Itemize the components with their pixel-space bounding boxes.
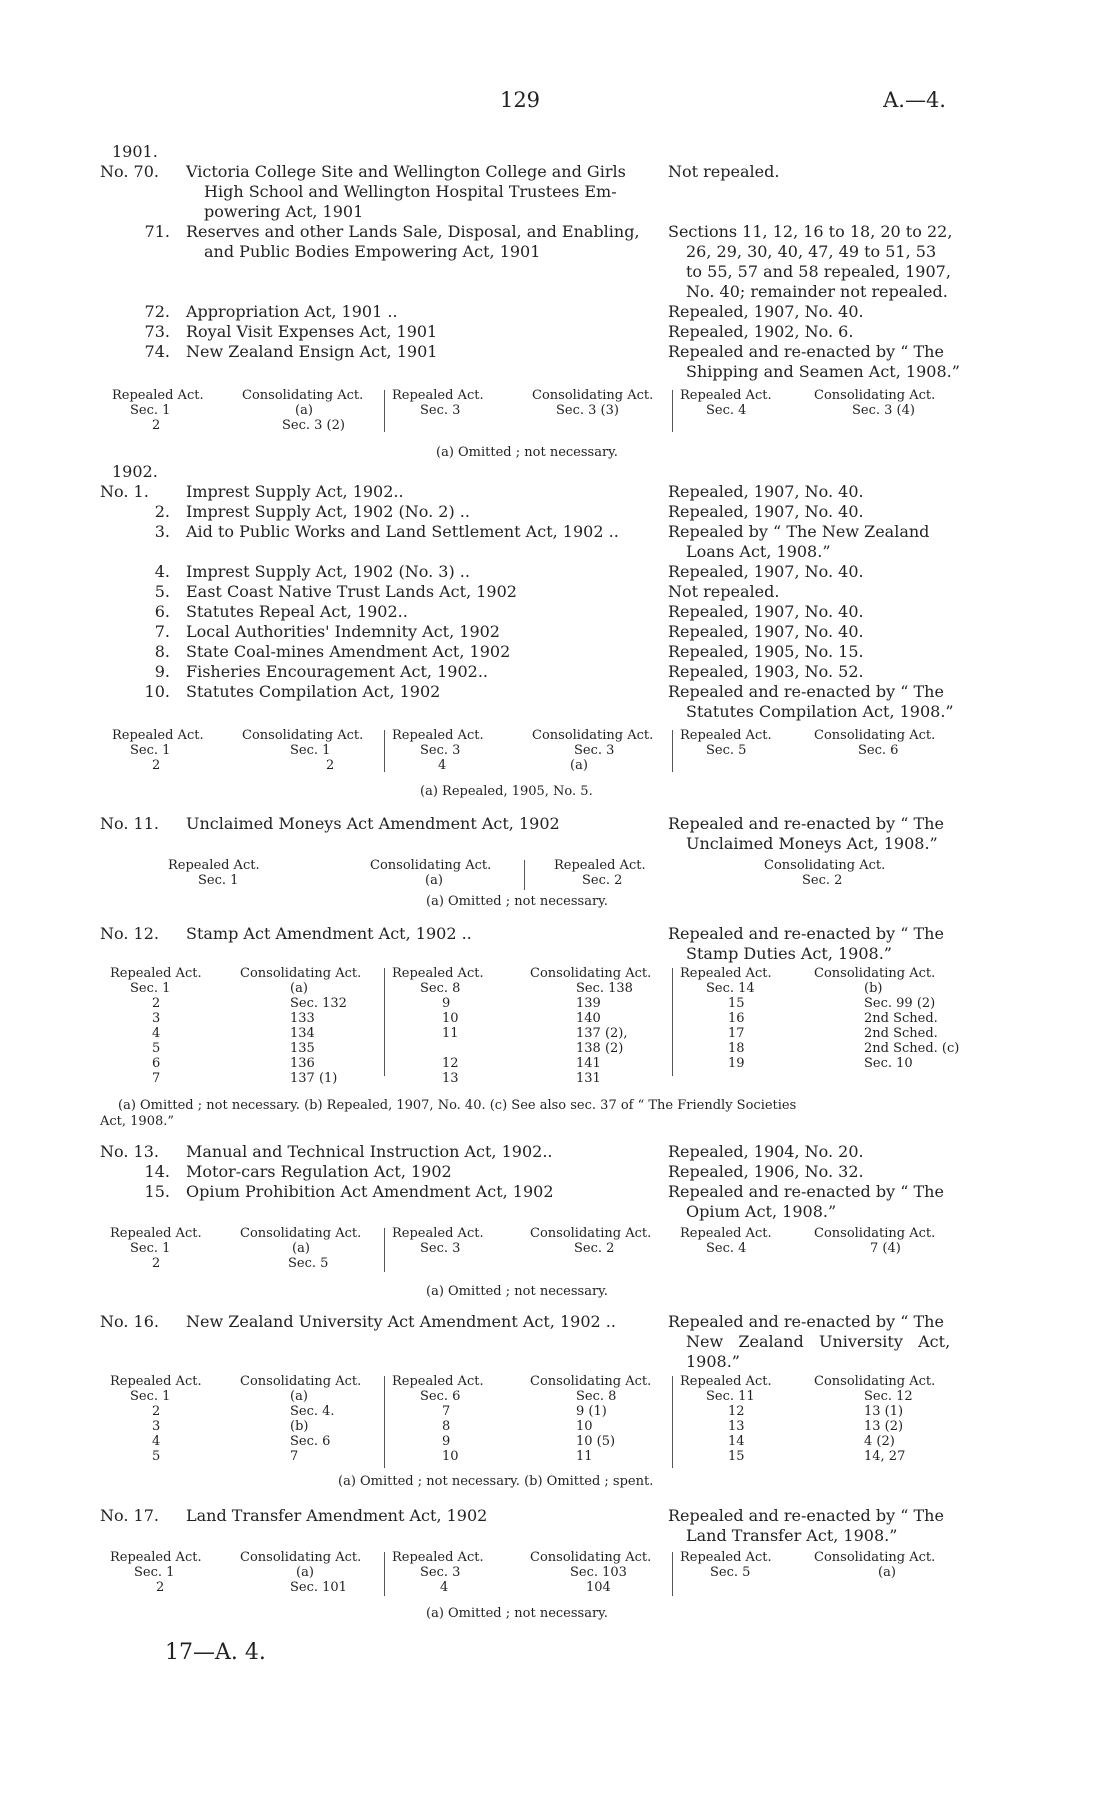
- table-cell: 3: [152, 1011, 161, 1026]
- table-cell: 3: [152, 1419, 161, 1434]
- table-cell: 2nd Sched.: [864, 1011, 938, 1026]
- table-cell: 2: [152, 1404, 161, 1419]
- table-cell: Sec. 8: [420, 981, 461, 996]
- act-title-cont: powering Act, 1901: [204, 202, 364, 221]
- document-page: 129 A.—4. 1901. No. 70. Victoria College Site and Wellington College and Girls Not repealed. High School and Wellington Hospital Trustees Em- powering Act, 1901 71. Reserves and other Lands Sale, Disposal, and Enabling, Sections 11, 12, 16 to 18, 20 to 22, and Public Bodies Empowering Act, 1901 26, 29, 30, 40, 47, 49 to 51, 53 to 55, 57 and 58 repealed, 1907, No. 40; remainder not repealed. 72. Appropriation Act, 1901 .. Repealed, 1907, No. 40. 73. Royal Visit Expenses Act, 1901 Repealed, 1902, No. 6. 74. New Zealand Ensign Act, 1901 Repealed and re-enacted by “ The Shipping and Seamen Act, 1908.” Repealed Act. Consolidating Act. Repealed Act. Consolidating Act. Repealed Act. Consolidating Act. Sec. 1 (a) 2 Sec. 3 (2) Sec. 3 Sec. 3 (3) Sec. 4 Sec. 3 (4) (a) Omitted ; not necessary. 1902. No. 1. Imprest Supply Act, 1902.. Repealed, 1907, No. 40. 2. Imprest Supply Act, 1902 (No. 2) .. Repealed, 1907, No. 40. 3. Aid to Public Works and Land Settlement Act, 1902 .. Repealed by “ The New Zealand Loans Act, 1908.” 4. Imprest Supply Act, 1902 (No. 3) .. Repealed, 1907, No. 40. 5. East Coast Native Trust Lands Act, 1902 Not repealed. 6. Statutes Repeal Act, 1902.. Repealed, 1907, No. 40. 7. Local Authorities' Indemnity Act, 1902 Repealed, 1907, No. 40. 8. State Coal-mines Amendment Act, 1902 Repealed, 1905, No. 15. 9. Fisheries Encouragement Act, 1902.. Repealed, 1903, No. 52. 10. Statutes Compilation Act, 1902 Repealed and re-enacted by “ The Statutes Compilation Act, 1908.” Repealed Act. Consolidating Act. Repealed Act. Consolidating Act. Repealed Act. Consolidating Act. Sec. 1 Sec. 1 2 2 Sec. 3 Sec. 3 4 (a) Sec. 5 Sec. 6 (a) Repealed, 1905, No. 5. No. 11. Unclaimed Moneys Act Amendment Act, 1902 Repealed and re-enacted by “ The Unclaimed Moneys Act, 1908.” Repealed Act. Consolidating Act. Repealed Act. Consolidating Act. Sec. 1 (a) Sec. 2 Sec. 2 (a) Omitted ; not necessary. No. 12. Stamp Act Amendment Act, 1902 .. Repealed and re-enacted by “ The Stamp Duties Act, 1908.” Repealed Act. Consolidating Act. Repealed Act. Consolidating Act. Repealed Act. Consolidating Act. Sec. 1 (a) 2 Sec. 132 3 133 4 134 5 135 6 136 7 137 (1) Sec. 8 Sec. 138 9 139 10 140 11 137 (2), 138 (2) 12 141 13 131 Sec. 14 (b) 15 Sec. 99 (2) 16 2nd Sched. 17 2nd Sched. 18 2nd Sched. (c) 19 Sec. 10 (a) Omitted ; not necessary. (b) Repealed, 1907, No. 40. (c) See also sec. 37 of “ The Friendly Societies Act, 1908.” No. 13. Manual and Technical Instruction Act, 1902.. Repealed, 1904, No. 20. 14. Motor-cars Regulation Act, 1902 Repealed, 1906, No. 32. 15. Opium Prohibition Act Amendment Act, 1902 Repealed and re-enacted by “ The Opium Act, 1908.” Repealed Act. Consolidating Act. Repealed Act. Consolidating Act. Repealed Act. Consolidating Act. Sec. 1 (a) 2 Sec. 5 Sec. 3 Sec. 2 Sec. 4 7 (4) (a) Omitted ; not necessary. No. 16. New Zealand University Act Amendment Act, 1902 .. Repealed and re-enacted by “ The New Zealand University Act, 1908.” Repealed Act. Consolidating Act. Repealed Act. Consolidating Act. Repealed Act. Consolidating Act. Sec. 1 (a) 2 Sec. 4. 3 (b) 4 Sec. 6 5 7 Sec. 6 Sec. 8 7 9 (1) 8 10 9 10 (5) 10 11 Sec. 11 Sec. 12 12 13 (1) 13 13 (2) 14 4 (2) 15 14, 27 (a) Omitted ; not necessary. (b) Omitted ; spent. No. 17. Land Transfer Amendment Act, 1902 Repealed and re-enacted by “ The Land Transfer Act, 1908.” Repealed Act. Consolidating Act. Repealed Act. Consolidating Act. Repealed Act. Consolidating Act. Sec. 1 (a) 2 Sec. 101 Sec. 3 Sec. 103 4 104 Sec. 5 (a) (a) Omitted ; not necessary. 17—A. 4.: [0, 0, 1114, 1802]
- table-cell: 13 (2): [864, 1419, 904, 1434]
- table-cell: Sec. 6: [290, 1434, 331, 1449]
- section-table: Repealed Act. Consolidating Act. Repealed Act. Consolidating Act. Repealed Act. Consolidating Act. Sec. 1 (a) 2 Sec. 3 (2) Sec. 3 Sec. 3 (3) Sec. 4 Sec. 3 (4): [112, 388, 936, 433]
- year-heading: 1902.: [112, 462, 158, 481]
- table-cell: 13: [442, 1071, 459, 1086]
- table-cell: Sec. 138: [576, 981, 633, 996]
- act-status-cont: to 55, 57 and 58 repealed, 1907,: [686, 262, 951, 281]
- table-cell: 141: [576, 1056, 601, 1071]
- act-status-cont: 26, 29, 30, 40, 47, 49 to 51, 53: [686, 242, 937, 261]
- table-cell: 131: [576, 1071, 601, 1086]
- act-title-cont: and Public Bodies Empowering Act, 1901: [204, 242, 541, 261]
- table-cell: 10: [442, 1011, 459, 1026]
- table-cell: 15: [728, 1449, 745, 1464]
- table-cell: 9 (1): [576, 1404, 607, 1419]
- table-cell: 13 (1): [864, 1404, 904, 1419]
- table-cell: (a): [290, 981, 308, 996]
- table-cell: 2: [152, 996, 161, 1011]
- table-cell: 7: [442, 1404, 451, 1419]
- table-cell: 18: [728, 1041, 745, 1056]
- section-table: Repealed Act. Consolidating Act. Repealed Act. Consolidating Act. Repealed Act. Consolidating Act. Sec. 1 (a) 2 Sec. 4. 3 (b) 4 Sec. 6 5 7 Sec. 6 Sec. 8 7 9 (1) 8 10 9 10 (5) 10 11 Sec. 11 Sec. 12 12 13 (1) 13 13 (2) 14 4 (2) 15 14, 27: [100, 1374, 970, 1470]
- table-cell: 2nd Sched.: [864, 1026, 938, 1041]
- table-cell: 14: [728, 1434, 745, 1449]
- table-cell: Sec. 12: [864, 1389, 913, 1404]
- table-cell: 11: [576, 1449, 593, 1464]
- act-entry: 72. Appropriation Act, 1901 .. Repealed, 1907, No. 40.: [144, 302, 864, 321]
- table-cell: 137 (2),: [576, 1026, 628, 1041]
- table-cell: Sec. 11: [706, 1389, 755, 1404]
- table-cell: 4: [152, 1026, 161, 1041]
- table-cell: Sec. 8: [576, 1389, 617, 1404]
- act-title-cont: High School and Wellington Hospital Trustees Em-: [204, 182, 617, 201]
- table-cell: 17: [728, 1026, 745, 1041]
- table-cell: 2nd Sched. (c): [864, 1041, 960, 1056]
- table-cell: 9: [442, 1434, 451, 1449]
- table-cell: 139: [576, 996, 601, 1011]
- table-cell: Sec. 1: [130, 981, 171, 996]
- section-table: Repealed Act. Consolidating Act. Repealed Act. Consolidating Act. Sec. 1 (a) Sec. 2 Sec. 2: [168, 858, 886, 888]
- table-cell: Sec. 10: [864, 1056, 913, 1071]
- table-cell: (b): [864, 981, 883, 996]
- table-cell: 7: [290, 1449, 299, 1464]
- table-cell: 4: [152, 1434, 161, 1449]
- act-entry: 71. Reserves and other Lands Sale, Disposal, and Enabling, Sections 11, 12, 16 to 18, 20 to 22,: [100, 222, 960, 242]
- table-cell: Sec. 14: [706, 981, 755, 996]
- table-cell: 7: [152, 1071, 161, 1086]
- no-label: No.: [100, 162, 129, 181]
- table-cell: 12: [442, 1056, 459, 1071]
- table-cell: 136: [290, 1056, 315, 1071]
- table-cell: 9: [442, 996, 451, 1011]
- table-cell: 5: [152, 1449, 161, 1464]
- section-table: Repealed Act. Consolidating Act. Repealed Act. Consolidating Act. Repealed Act. Consolidating Act. Sec. 1 (a) 2 Sec. 5 Sec. 3 Sec. 2 Sec. 4 7 (4): [110, 1226, 936, 1271]
- table-cell: Sec. 99 (2): [864, 996, 936, 1011]
- section-table: Repealed Act. Consolidating Act. Repealed Act. Consolidating Act. Repealed Act. Consolidating Act. Sec. 1 (a) 2 Sec. 132 3 133 4 134 5 135 6 136 7 137 (1) Sec. 8 Sec. 138 9 139 10 140 11 137 (2), 138 (2) 12 141 13 131 Sec. 14 (b) 15 Sec. 99 (2) 16 2nd Sched. 17 2nd Sched. 18 2nd Sched. (c) 19 Sec. 10: [110, 966, 960, 1086]
- table-cell: 10 (5): [576, 1434, 616, 1449]
- act-status-cont: No. 40; remainder not repealed.: [686, 282, 948, 301]
- table-cell: Sec. 6: [420, 1389, 461, 1404]
- table-cell: Sec. 4.: [290, 1404, 335, 1419]
- table-cell: 10: [576, 1419, 593, 1434]
- table-cell: 14, 27: [864, 1449, 906, 1464]
- act-status: Not repealed.: [668, 162, 780, 181]
- page-footer: 17—A. 4.: [165, 1640, 266, 1665]
- table-cell: Sec. 1: [130, 1389, 171, 1404]
- table-cell: 15: [728, 996, 745, 1011]
- table-cell: (a): [290, 1389, 308, 1404]
- column-divider: [672, 390, 673, 432]
- section-table: Repealed Act. Consolidating Act. Repealed Act. Consolidating Act. Repealed Act. Consolidating Act. Sec. 1 (a) 2 Sec. 101 Sec. 3 Sec. 103 4 104 Sec. 5 (a): [110, 1550, 936, 1595]
- act-title: Victoria College Site and Wellington College and Girls: [186, 162, 626, 181]
- table-cell: 4 (2): [864, 1434, 895, 1449]
- table-cell: 133: [290, 1011, 315, 1026]
- section-table: Repealed Act. Consolidating Act. Repealed Act. Consolidating Act. Repealed Act. Consolidating Act. Sec. 1 Sec. 1 2 2 Sec. 3 Sec. 3 4 (a) Sec. 5 Sec. 6: [112, 728, 936, 773]
- table-cell: 12: [728, 1404, 745, 1419]
- table-cell: 6: [152, 1056, 161, 1071]
- table-cell: 10: [442, 1449, 459, 1464]
- table-footnote: (a) Omitted ; not necessary.: [436, 445, 618, 460]
- act-status: Sections 11, 12, 16 to 18, 20 to 22,: [668, 222, 953, 241]
- document-reference: A.—4.: [883, 88, 946, 112]
- act-entry: 73. Royal Visit Expenses Act, 1901 Repealed, 1902, No. 6.: [144, 322, 854, 341]
- table-cell: 11: [442, 1026, 459, 1041]
- table-cell: 16: [728, 1011, 745, 1026]
- page-number: 129: [499, 88, 541, 112]
- table-cell: 13: [728, 1419, 745, 1434]
- year-heading: 1901.: [112, 142, 158, 161]
- table-cell: 5: [152, 1041, 161, 1056]
- table-cell: 138 (2): [576, 1041, 624, 1056]
- table-cell: (b): [290, 1419, 309, 1434]
- table-cell: 135: [290, 1041, 315, 1056]
- act-entry: No. 70. Victoria College Site and Wellington College and Girls Not repealed.: [100, 162, 960, 182]
- table-cell: 8: [442, 1419, 451, 1434]
- column-divider: [384, 390, 385, 432]
- table-cell: 19: [728, 1056, 745, 1071]
- table-cell: 134: [290, 1026, 315, 1041]
- table-cell: 140: [576, 1011, 601, 1026]
- act-status-cont: Shipping and Seamen Act, 1908.”: [686, 362, 960, 381]
- act-entry: 74. New Zealand Ensign Act, 1901 Repealed and re-enacted by “ The: [144, 342, 944, 361]
- table-cell: Sec. 132: [290, 996, 347, 1011]
- table-cell: 137 (1): [290, 1071, 338, 1086]
- act-title: Reserves and other Lands Sale, Disposal, and Enabling,: [186, 222, 640, 241]
